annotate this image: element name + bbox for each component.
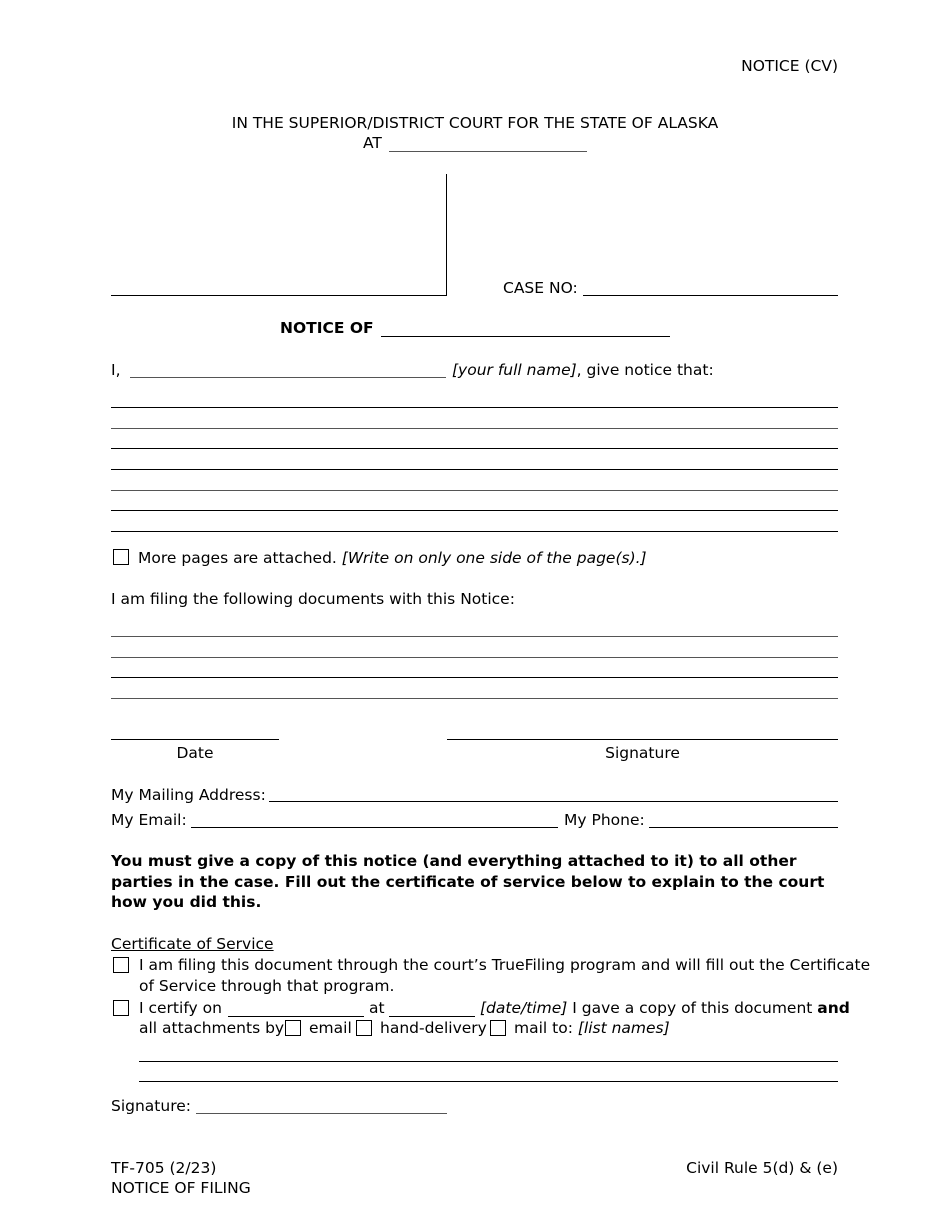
documents-line-1[interactable] — [111, 636, 838, 637]
date-label: Date — [176, 744, 214, 762]
caption-divider — [446, 174, 447, 296]
certificate-signature-label: Signature: — [111, 1097, 191, 1115]
all-attachments-label: all attachments by — [139, 1019, 285, 1037]
date-field[interactable] — [111, 739, 279, 740]
case-no-label: CASE NO: — [503, 279, 578, 297]
notice-title-label: NOTICE OF — [280, 319, 374, 337]
notice-line-4[interactable] — [111, 469, 838, 470]
email-option-label: email — [309, 1019, 352, 1037]
instructions-line-2: parties in the case. Fill out the certificate of service below to explain to the court — [111, 873, 825, 891]
certificate-heading: Certificate of Service — [111, 935, 274, 953]
case-no-field[interactable] — [583, 295, 838, 296]
instructions-line-3: how you did this. — [111, 893, 262, 911]
email-label: My Email: — [111, 811, 187, 829]
more-pages-checkbox[interactable] — [113, 549, 129, 565]
signature-label: Signature — [605, 744, 680, 762]
email-field[interactable] — [191, 827, 558, 828]
certify-checkbox[interactable] — [113, 1000, 129, 1016]
and-text: and — [817, 999, 850, 1017]
give-notice-text: , give notice that: — [576, 361, 714, 379]
phone-field[interactable] — [649, 827, 838, 828]
full-name-hint: [your full name] — [452, 361, 577, 379]
truefiling-line-2: of Service through that program. — [139, 977, 395, 995]
court-line: IN THE SUPERIOR/DISTRICT COURT FOR THE STATE OF ALASKA — [231, 114, 719, 132]
date-time-hint: [date/time] — [480, 999, 568, 1017]
phone-label: My Phone: — [564, 811, 645, 829]
notice-line-2[interactable] — [111, 428, 838, 429]
form-code: NOTICE (CV) — [741, 57, 838, 75]
truefiling-line-1: I am filing this document through the court’s TrueFiling program and will fill out the Certificate — [139, 956, 871, 974]
documents-label: I am filing the following documents with this Notice: — [111, 590, 515, 608]
names-line-1[interactable] — [139, 1061, 838, 1062]
mailing-address-field[interactable] — [269, 801, 838, 802]
more-pages-label: More pages are attached. — [138, 549, 337, 567]
gave-copy-text: I gave a copy of this document — [572, 999, 813, 1017]
certify-on-label: I certify on — [139, 999, 222, 1017]
notice-line-7[interactable] — [111, 531, 838, 532]
mail-to-label: mail to: — [514, 1019, 573, 1037]
notice-line-5[interactable] — [111, 490, 838, 491]
names-line-2[interactable] — [139, 1081, 838, 1082]
truefiling-checkbox[interactable] — [113, 957, 129, 973]
email-checkbox[interactable] — [285, 1020, 301, 1036]
party-names-field[interactable] — [111, 295, 447, 296]
mailing-address-label: My Mailing Address: — [111, 786, 266, 804]
documents-line-2[interactable] — [111, 657, 838, 658]
service-time-field[interactable] — [389, 1016, 475, 1017]
at-label-2: at — [369, 999, 385, 1017]
notice-type-field[interactable] — [381, 336, 670, 337]
signature-field[interactable] — [447, 739, 838, 740]
location-field[interactable] — [389, 151, 587, 152]
hand-delivery-checkbox[interactable] — [356, 1020, 372, 1036]
notice-line-1[interactable] — [111, 407, 838, 408]
form-number: TF-705 (2/23) — [111, 1159, 217, 1177]
list-names-hint: [list names] — [577, 1019, 670, 1037]
documents-line-3[interactable] — [111, 677, 838, 678]
hand-delivery-label: hand-delivery — [380, 1019, 487, 1037]
full-name-field[interactable] — [130, 377, 446, 378]
instructions-line-1: You must give a copy of this notice (and everything attached to it) to all other — [111, 852, 797, 870]
form-name: NOTICE OF FILING — [111, 1179, 251, 1197]
more-pages-hint: [Write on only one side of the page(s).] — [341, 549, 647, 567]
service-date-field[interactable] — [228, 1016, 364, 1017]
i-label: I, — [111, 361, 121, 379]
notice-line-3[interactable] — [111, 448, 838, 449]
mail-checkbox[interactable] — [490, 1020, 506, 1036]
at-label: AT — [363, 134, 382, 152]
certificate-signature-field[interactable] — [196, 1113, 447, 1114]
civil-rule: Civil Rule 5(d) & (e) — [686, 1159, 838, 1177]
notice-line-6[interactable] — [111, 510, 838, 511]
documents-line-4[interactable] — [111, 698, 838, 699]
